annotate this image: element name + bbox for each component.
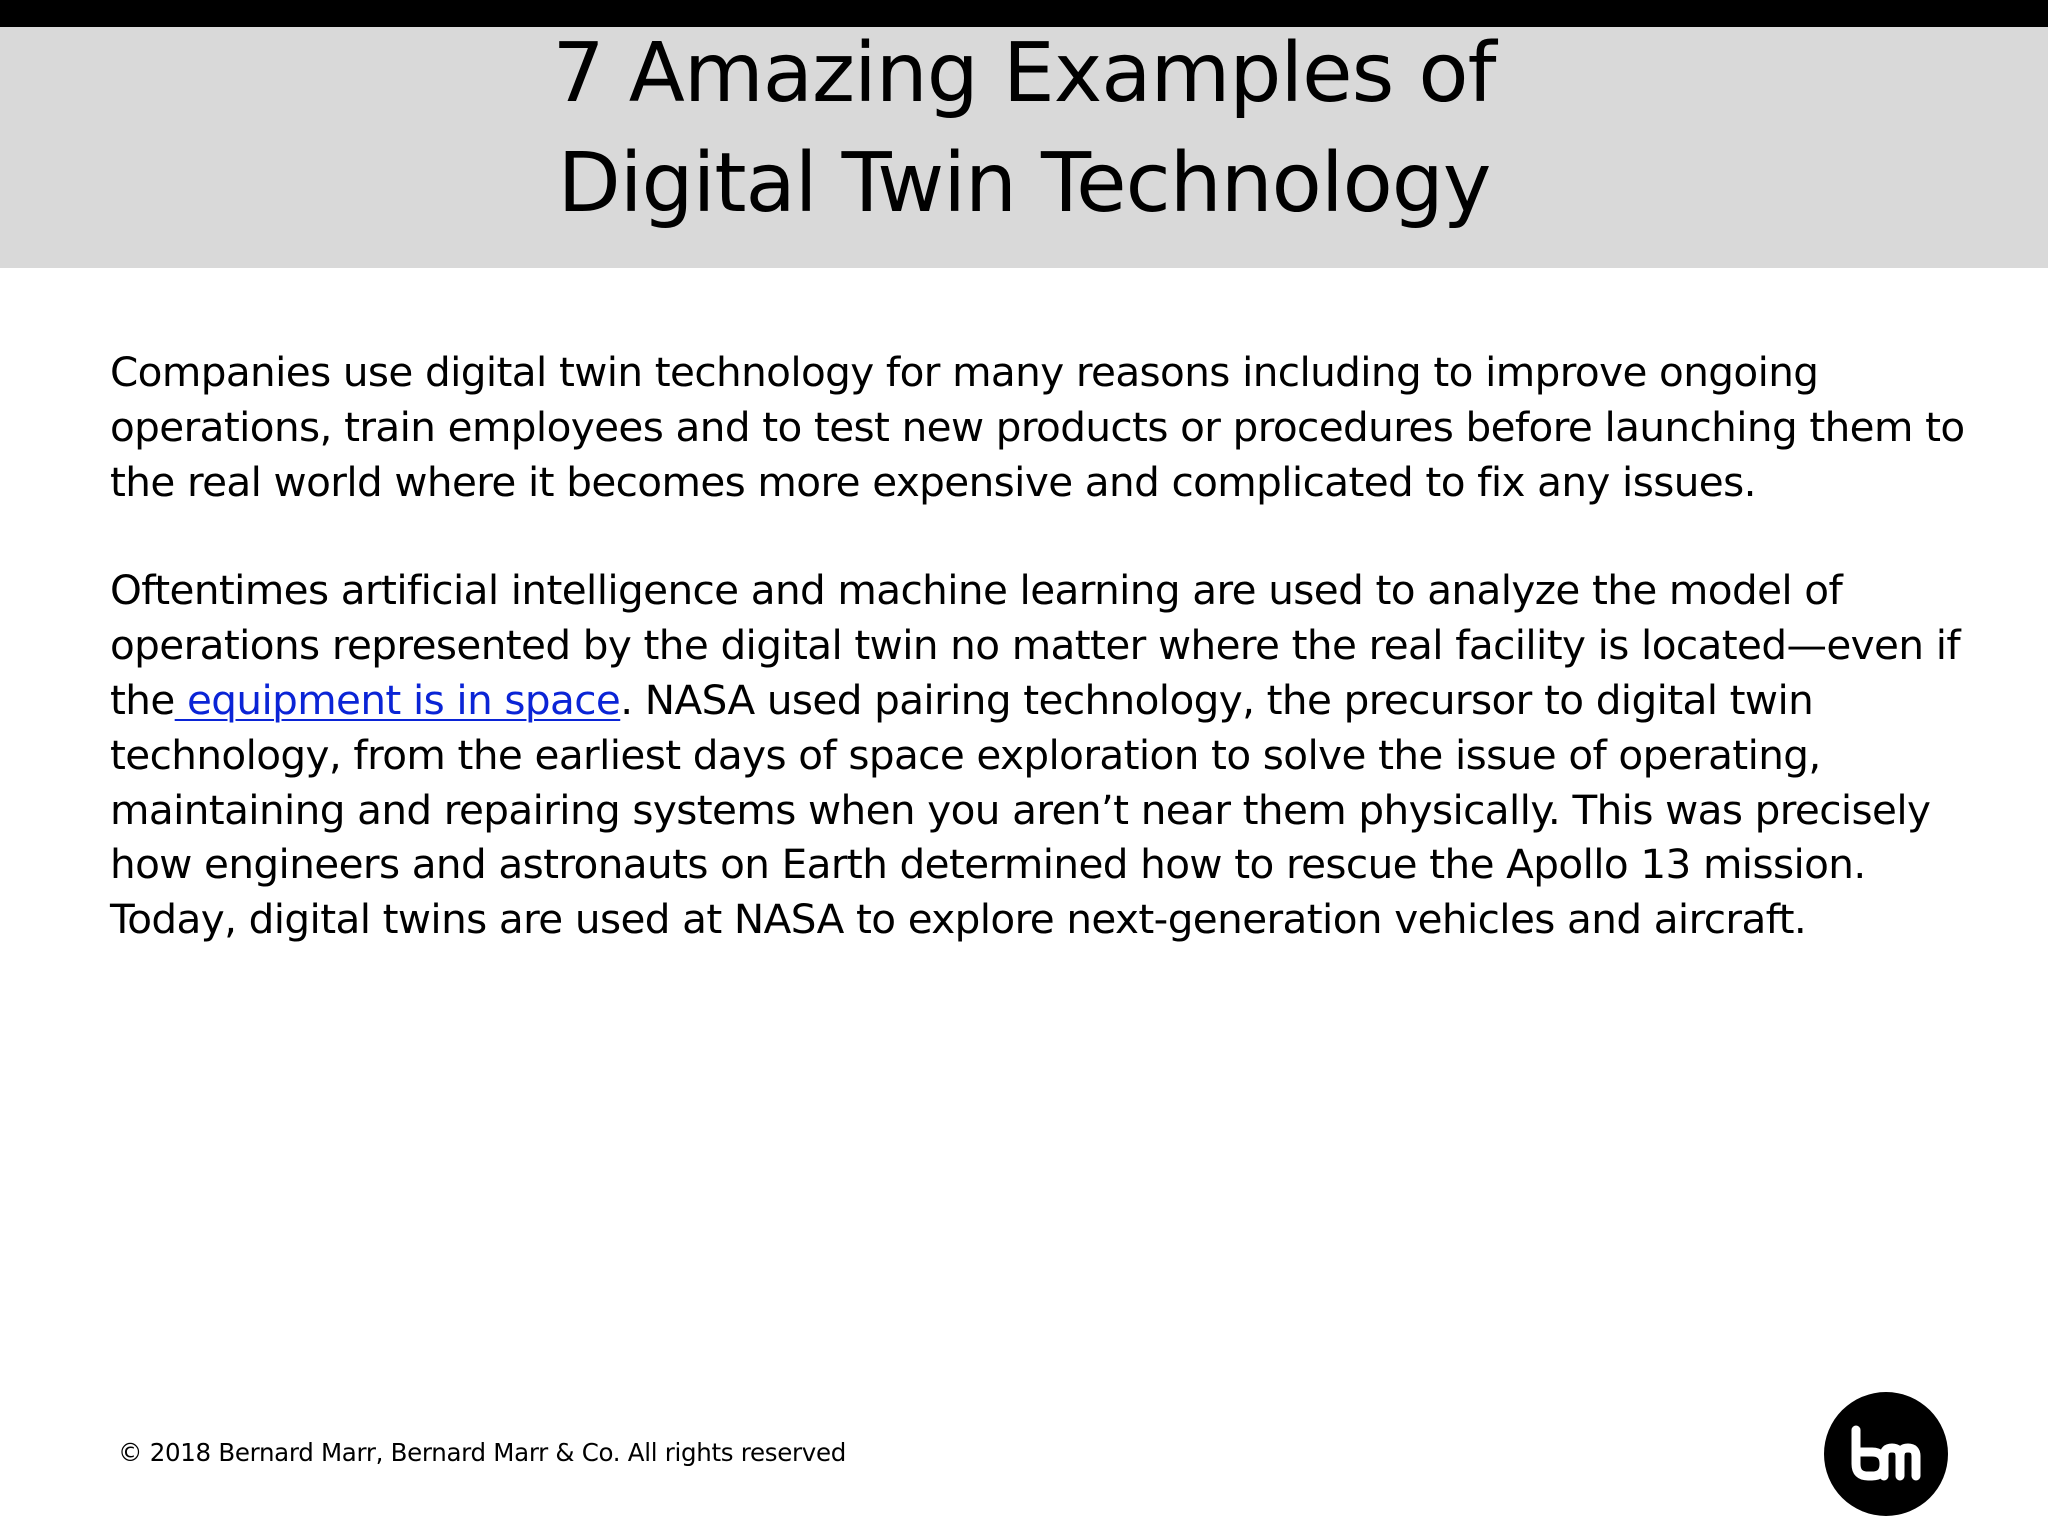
paragraph-2	[110, 563, 2010, 947]
equipment-in-space-link[interactable]: equipment is in space	[174, 675, 621, 724]
text-before-link: the	[110, 675, 175, 724]
paragraph-2-line: Oftentimes artificial intelligence and machine learning are used to analyze the model of	[110, 566, 1843, 615]
body-text	[110, 345, 2010, 947]
paragraph-2-line: maintaining and repairing systems when you aren’t near them physically. This was precisely	[110, 785, 1931, 834]
bm-logo-glyph-icon	[1824, 1392, 1948, 1516]
paragraph-2-line: Today, digital twins are used at NASA to explore next-generation vehicles and aircraft.	[110, 895, 1807, 944]
paragraph-2-line: how engineers and astronauts on Earth determined how to rescue the Apollo 13 mission.	[110, 840, 1866, 889]
copyright-footer: © 2018 Bernard Marr, Bernard Marr & Co. All rights reserved	[118, 1438, 846, 1467]
page-title-line-2: Digital Twin Technology	[557, 136, 1491, 231]
paragraph-2-line: technology, from the earliest days of space exploration to solve the issue of operating,	[110, 730, 1821, 779]
text-after-link: . NASA used pairing technology, the precursor to digital twin	[620, 675, 1814, 724]
paragraph-2-line: operations represented by the digital twin no matter where the real facility is located—even if	[110, 621, 1961, 670]
bm-logo-icon	[1824, 1392, 1948, 1516]
paragraph-1-line: the real world where it becomes more expensive and complicated to fix any issues.	[110, 457, 1756, 506]
page-title-line-1: 7 Amazing Examples of	[552, 26, 1496, 121]
title-band	[0, 27, 2048, 268]
paragraph-1	[110, 345, 2010, 509]
paragraph-2-line	[110, 673, 2010, 728]
paragraph-1-line: operations, train employees and to test new products or procedures before launching them to	[110, 402, 1965, 451]
paragraph-1-line: Companies use digital twin technology for many reasons including to improve ongoing	[110, 348, 1819, 396]
